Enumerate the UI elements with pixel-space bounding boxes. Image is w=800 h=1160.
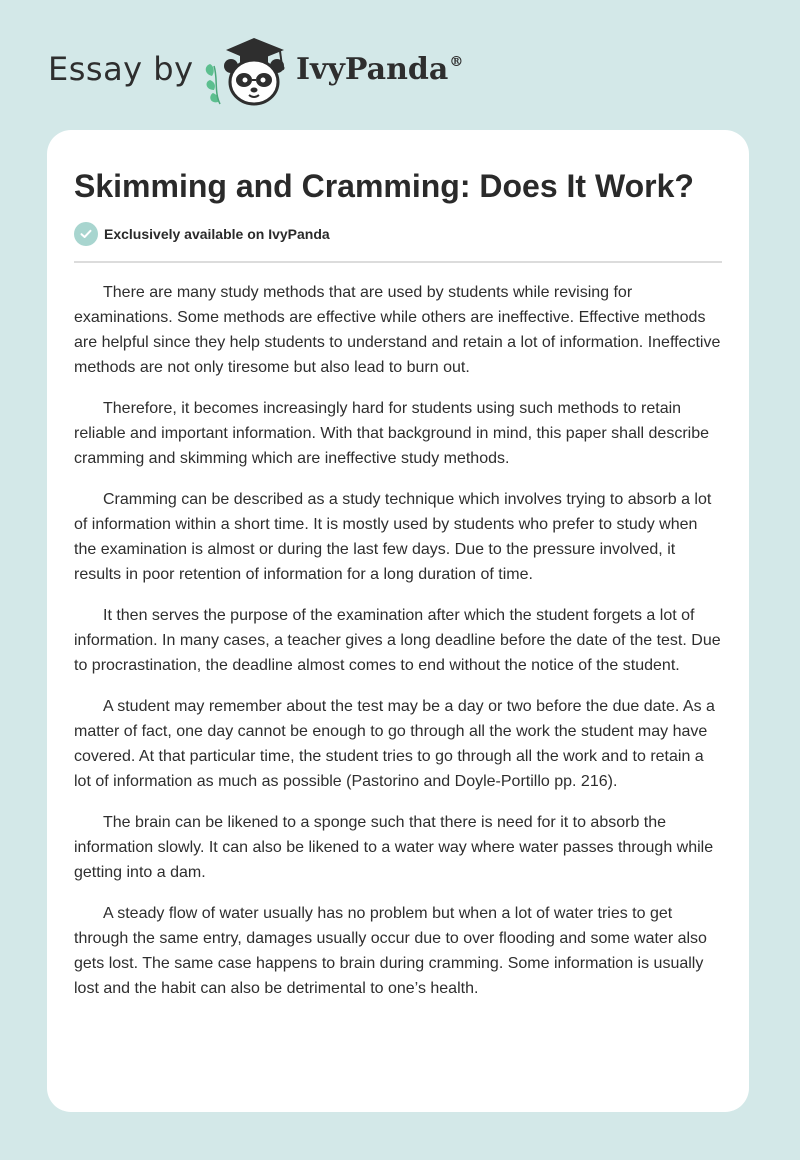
paragraph: The brain can be likened to a sponge such that there is need for it to absorb the information slowly. It can also be likened to a water way where water passes through while getting into a dam. [74, 814, 714, 881]
essay-body [74, 280, 724, 1017]
paragraph: Therefore, it becomes increasingly hard for students using such methods to retain reliable and important information. With that background in mind, this paper shall describe cramming and skimming which are ineffective study methods. [74, 400, 709, 467]
paragraph: A student may remember about the test may be a day or two before the due date. As a matter of fact, one day cannot be enough to go through all the work the student may have covered. At that particular time, the student tries to go through all the work and to retain a lot of information as much as possible (Pastorino and Doyle-Portillo pp. 216). [74, 698, 715, 790]
panda-graduate-logo-icon [200, 36, 292, 108]
exclusive-badge [74, 222, 330, 246]
paragraph: It then serves the purpose of the examination after which the student forgets a lot of information. In many cases, a teacher gives a long deadline before the date of the test. Due to procrastination, the deadline almost comes to end without the notice of the student. [74, 607, 721, 674]
brand-name: IvyPanda [296, 52, 449, 87]
paragraph: A steady flow of water usually has no problem but when a lot of water tries to get through the same entry, damages usually occur due to over flooding and some water also gets lost. The same case happens to brain during cramming. Some information is usually lost and the habit can also be detrimental to one’s health. [74, 905, 707, 997]
brand-logo [296, 52, 463, 87]
paragraph: There are many study methods that are used by students while revising for examinations. Some methods are effective while others are ineffective. Effective methods are helpful since they help students to understand and retain a lot of information. Ineffective methods are not only tiresome but also lead to burn out. [74, 284, 721, 376]
paragraph: Cramming can be described as a study technique which involves trying to absorb a lot of information within a short time. It is mostly used by students who prefer to study when the examination is almost or during the last few days. Due to the pressure involved, it results in poor retention of information for a long duration of time. [74, 491, 712, 583]
exclusive-badge-label: Exclusively available on IvyPanda [104, 226, 330, 242]
essay-title: Skimming and Cramming: Does It Work? [74, 168, 694, 204]
site-header [0, 0, 800, 130]
registered-mark: ® [449, 54, 464, 70]
divider [74, 261, 722, 263]
essay-card [47, 130, 749, 1112]
check-circle-icon [74, 222, 98, 246]
essay-by-label: Essay by [48, 50, 194, 88]
